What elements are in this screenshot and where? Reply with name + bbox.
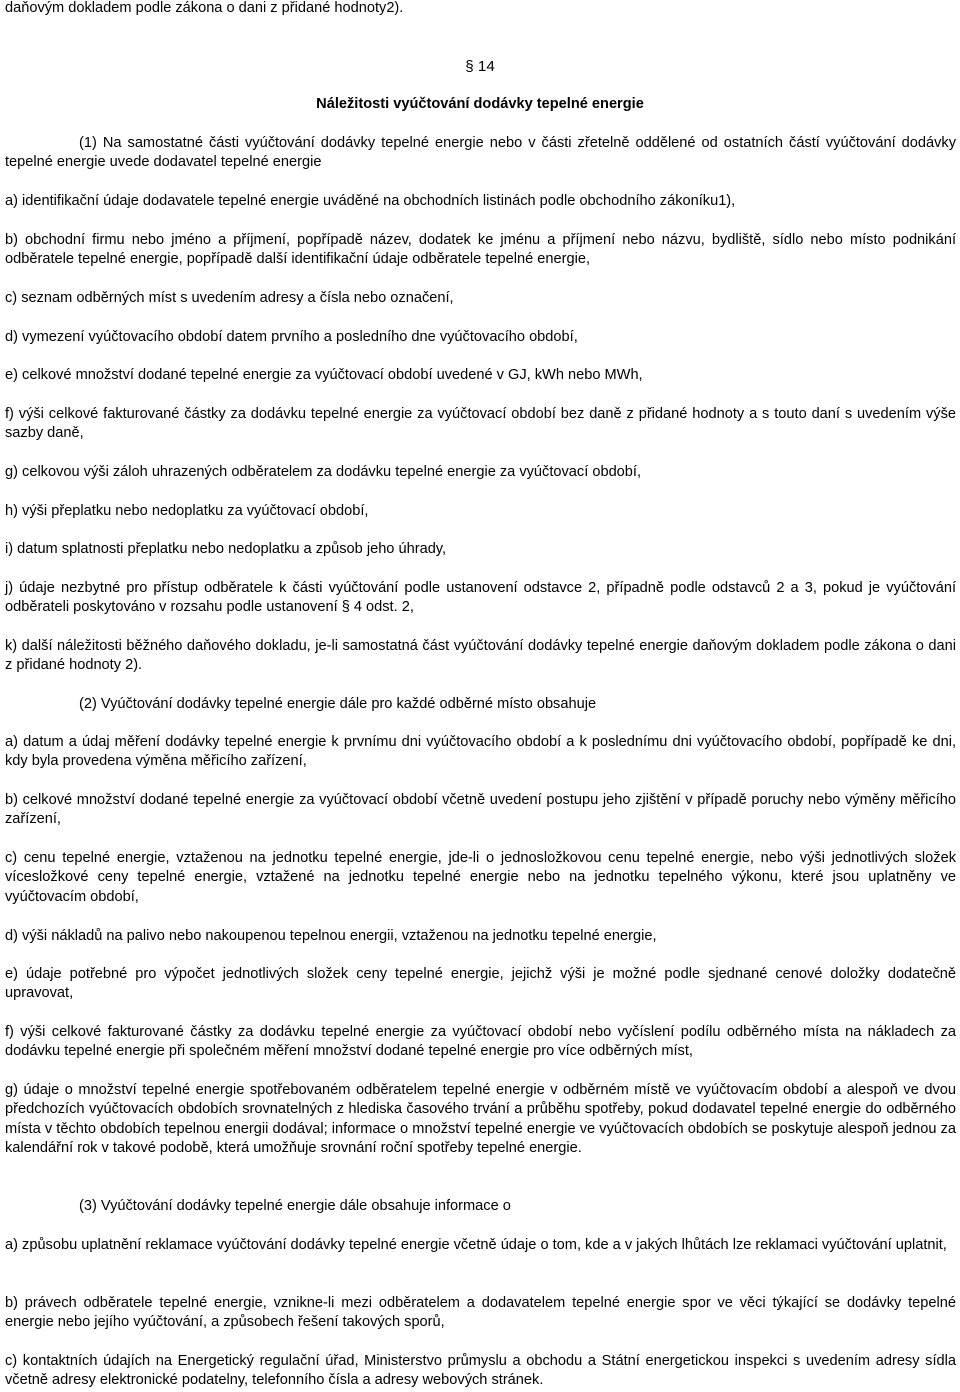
para2-intro: (2) Vyúčtování dodávky tepelné energie dále pro každé odběrné místo obsahuje: [79, 696, 597, 712]
para1-intro: (1) Na samostatné části vyúčtování dodávky tepelné energie nebo v části zřetelně oddělené od ostatních částí vyúčtování dodávky tepelné energie uvede dodavatel tepelné energie: [5, 135, 956, 171]
para1-item-k: k) další náležitosti běžného daňového dokladu, je-li samostatná část vyúčtování dodávky tepelné energie daňovým dokladem podle zákona o dani z přidané hodnoty 2).: [5, 638, 956, 674]
para1-item-f: f) výši celkové fakturované částky za dodávku tepelné energie za vyúčtovací období bez daně z přidané hodnoty a s touto daní s uvedením výše sazby daně,: [5, 406, 956, 442]
para2-item-g: g) údaje o množství tepelné energie spotřebovaném odběratelem tepelné energie v odběrném místě ve vyúčtovacím období a alespoň ve dvou předchozích vyúčtovacích obdobích srovnatelných z hlediska časového trvání a průběhu spotřeby, pokud dodavatel tepelné energie do odběrného místa v těchto obdobích tepelnou energii dodával; informace o množství tepelné energie ve vyúčtovacích obdobích se poskytuje alespoň jednou za kalendářní rok v takové podobě, která umožňuje srovnání roční spotřeby tepelné energie.: [5, 1082, 956, 1157]
para2-item-f: f) výši celkové fakturované částky za dodávku tepelné energie za vyúčtovací období nebo vyčíslení podílu odběrného místa na nákladech za dodávku tepelné energie při společném měření množství dodané tepelné energie pro více odběrných míst,: [5, 1024, 956, 1060]
para2-item-a: a) datum a údaj měření dodávky tepelné energie k prvnímu dni vyúčtovacího období a k poslednímu dni vyúčtovacího období, popřípadě ke dni, kdy byla provedena výměna měřicího zařízení,: [5, 734, 956, 770]
para1-item-e: e) celkové množství dodané tepelné energie za vyúčtovací období uvedené v GJ, kWh nebo MWh,: [5, 367, 643, 383]
para1-item-g: g) celkovou výši záloh uhrazených odběratelem za dodávku tepelné energie za vyúčtovací období,: [5, 464, 642, 480]
para1-item-h: h) výši přeplatku nebo nedoplatku za vyúčtovací období,: [5, 503, 369, 519]
para1-item-d: d) vymezení vyúčtovacího období datem prvního a posledního dne vyúčtovacího období,: [5, 329, 578, 345]
para2-item-d: d) výši nákladů na palivo nebo nakoupenou tepelnou energii, vztaženou na jednotku tepelné energie,: [5, 928, 657, 944]
para1-item-a: a) identifikační údaje dodavatele tepelné energie uváděné na obchodních listinách podle obchodního zákoníku1),: [5, 193, 736, 209]
para1-item-c: c) seznam odběrných míst s uvedením adresy a čísla nebo označení,: [5, 290, 454, 306]
para1-item-j: j) údaje nezbytné pro přístup odběratele k části vyúčtování podle ustanovení odstavce 2, případně podle odstavců 2 a 3, pokud je vyúčtování odběrateli poskytováno v rozsahu podle ustanovení § 4 odst. 2,: [5, 580, 956, 616]
para2-item-c: c) cenu tepelné energie, vztaženou na jednotku tepelné energie, jde-li o jednosložkovou cenu tepelné energie, nebo výši jednotlivých složek vícesložkové ceny tepelné energie, vztažené na jednotku tepelné energie nebo na jednotku tepelného výkonu, které jsou uplatněny ve vyúčtovacím období,: [5, 850, 956, 905]
para3-item-a: a) způsobu uplatnění reklamace vyúčtování dodávky tepelné energie včetně údaje o tom, kde a v jakých lhůtách lze reklamaci vyúčtování uplatnit,: [5, 1237, 947, 1253]
para2-item-e: e) údaje potřebné pro výpočet jednotlivých složek ceny tepelné energie, jejichž výši je možné podle sjednané cenové doložky dodatečně upravovat,: [5, 966, 956, 1002]
para1-item-i: i) datum splatnosti přeplatku nebo nedoplatku a způsob jeho úhrady,: [5, 541, 447, 557]
section-number: § 14: [465, 58, 495, 75]
para1-item-b: b) obchodní firmu nebo jméno a příjmení, popřípadě název, dodatek ke jménu a příjmení nebo názvu, bydliště, sídlo nebo místo podnikání odběratele tepelné energie, popřípadě další identifikační údaje odběratele tepelné energie,: [5, 232, 956, 268]
para2-item-b: b) celkové množství dodané tepelné energie za vyúčtovací období včetně uvedení postupu jeho zjištění v případě poruchy nebo výměny měřicího zařízení,: [5, 792, 956, 828]
para3-intro: (3) Vyúčtování dodávky tepelné energie dále obsahuje informace o: [79, 1198, 511, 1214]
section-title: Náležitosti vyúčtování dodávky tepelné energie: [316, 96, 644, 112]
top-line: daňovým dokladem podle zákona o dani z přidané hodnoty2).: [5, 0, 404, 16]
para3-item-c: c) kontaktních údajích na Energetický regulační úřad, Ministerstvo průmyslu a obchodu a Státní energetickou inspekci s uvedením adresy sídla včetně adresy elektronické podatelny, telefonního čísla a adresy webových stránek.: [5, 1353, 956, 1389]
para3-item-b: b) právech odběratele tepelné energie, vznikne-li mezi odběratelem a dodavatelem tepelné energie spor ve věci týkající se dodávky tepelné energie nebo jejího vyúčtování, a způsobech řešení takových sporů,: [5, 1295, 956, 1331]
